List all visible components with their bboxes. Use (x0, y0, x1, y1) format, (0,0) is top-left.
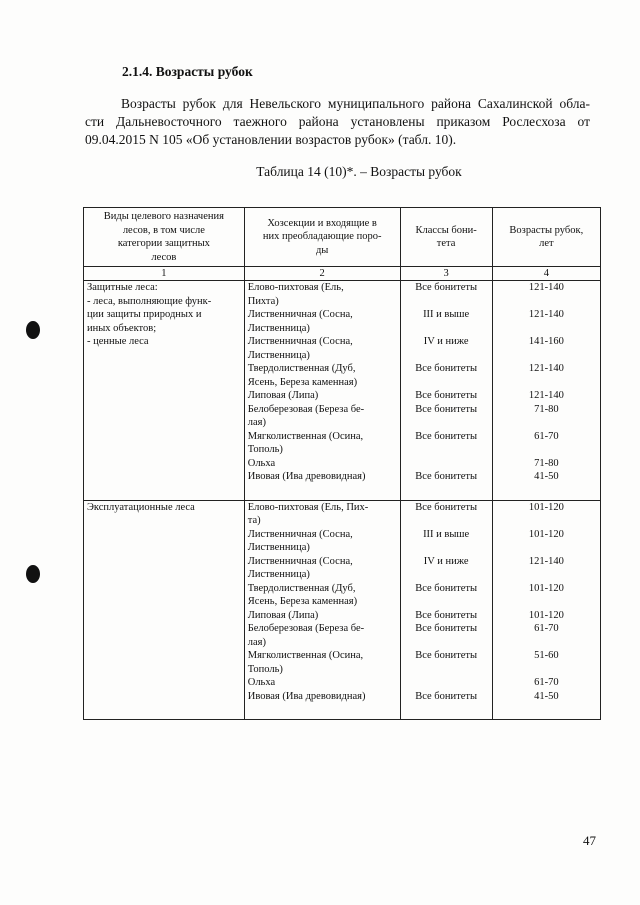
species-line: Твердолиственная (Дуб, (247, 363, 356, 374)
header-line: Классы бони- (415, 224, 477, 236)
row-spacer (245, 703, 400, 719)
ages-line (493, 416, 600, 430)
ages-line (493, 322, 600, 336)
column-number: 4 (492, 267, 600, 281)
ages-line: 101-120 (528, 582, 564, 594)
table-caption (0, 164, 640, 180)
row-spacer (245, 484, 400, 500)
header-line: лесов, в том числе (122, 224, 205, 236)
section-title: 2.1.4. Возрасты рубок (122, 64, 253, 79)
species-line: Лиственничная (Сосна, (247, 309, 353, 320)
table-header-row (84, 208, 601, 267)
intro-paragraph (85, 95, 590, 149)
ages-line: 51-60 (534, 650, 559, 661)
header-sections (244, 208, 400, 267)
ages-line (493, 636, 600, 650)
classes-line: Все бонитеты (415, 471, 478, 482)
classes-line (401, 663, 492, 677)
category-line (84, 568, 244, 582)
row-spacer (84, 703, 244, 719)
header-purpose (84, 208, 245, 267)
row-spacer (493, 703, 600, 719)
category-line: Эксплуатационные леса (87, 501, 195, 513)
row-spacer (401, 484, 492, 500)
intro-line: сти Дальневосточного таежного района установлены приказом Рослесхоза от (85, 114, 590, 129)
classes-line: Все бонитеты (415, 650, 478, 661)
classes-line: Все бонитеты (415, 690, 478, 702)
category-cell (84, 500, 245, 720)
category-line (84, 470, 244, 484)
species-line: Ясень, Береза каменная) (247, 376, 358, 388)
category-line: - леса, выполняющие функ- (87, 295, 212, 307)
category-line (84, 649, 244, 663)
column-number: 1 (84, 267, 245, 281)
classes-line (401, 676, 492, 690)
ages-line: 41-50 (534, 471, 559, 482)
category-line (84, 457, 244, 471)
classes-line (401, 514, 492, 528)
header-site-classes (400, 208, 492, 267)
category-line: - ценные леса (87, 336, 149, 347)
classes-line: Все бонитеты (415, 609, 478, 621)
category-line (84, 430, 244, 444)
header-line: категории защитных (117, 238, 210, 249)
table-row-protective (84, 281, 601, 501)
ages-line: 41-50 (534, 690, 559, 702)
header-line: Виды целевого назначения (103, 211, 224, 222)
ages-cell (492, 281, 600, 501)
table-row-exploitation (84, 500, 601, 720)
ages-line: 121-140 (528, 282, 564, 293)
category-line (84, 636, 244, 650)
ages-line: 61-70 (534, 430, 559, 442)
ages-line (493, 295, 600, 309)
classes-line: Все бонитеты (415, 363, 478, 374)
row-spacer (401, 703, 492, 719)
category-line (84, 541, 244, 555)
species-line: Ивовая (Ива древовидная) (247, 690, 366, 702)
category-line: ции защиты природных и (87, 309, 202, 320)
category-line (84, 595, 244, 609)
classes-line: III и выше (423, 309, 470, 320)
ages-line (493, 541, 600, 555)
category-line (84, 528, 244, 542)
classes-line (401, 295, 492, 309)
classes-cell (400, 281, 492, 501)
intro-line: 09.04.2015 N 105 «Об установлении возрастов рубок» (табл. 10). (85, 132, 457, 147)
intro-line: Возрасты рубок для Невельского муниципального района Сахалинской обла- (121, 96, 590, 111)
header-cutting-age (492, 208, 600, 267)
row-spacer (493, 484, 600, 500)
ages-cell (492, 500, 600, 720)
species-line: Липовая (Липа) (247, 390, 319, 401)
species-line: лая) (247, 636, 266, 648)
species-line: лая) (247, 417, 266, 428)
category-line (84, 690, 244, 704)
classes-line: Все бонитеты (415, 390, 478, 401)
species-line: Лиственничная (Сосна, (247, 528, 353, 540)
ages-line (493, 376, 600, 390)
header-line: лесов (151, 251, 177, 263)
species-line: Елово-пихтовая (Ель, (247, 282, 344, 293)
ages-line: 121-140 (528, 309, 564, 320)
ages-line: 101-120 (528, 609, 564, 621)
classes-line: Все бонитеты (415, 430, 478, 442)
species-cell (244, 281, 400, 501)
species-line: та) (247, 515, 261, 526)
header-line: лет (539, 238, 554, 249)
classes-line: Все бонитеты (415, 501, 478, 513)
classes-cell (400, 500, 492, 720)
header-line: Хозсекции и входящие в (267, 217, 377, 229)
ages-line (493, 663, 600, 677)
category-line (84, 582, 244, 596)
classes-line: Все бонитеты (415, 403, 478, 415)
species-line: Белоберезовая (Береза бе- (247, 623, 365, 634)
category-line (84, 389, 244, 403)
classes-line: IV и ниже (423, 336, 469, 347)
species-line: Мягколиственная (Осина, (247, 430, 364, 442)
category-line (84, 362, 244, 376)
species-cell (244, 500, 400, 720)
category-line (84, 403, 244, 417)
ages-line (493, 349, 600, 363)
ages-line: 121-140 (528, 363, 564, 374)
category-line (84, 376, 244, 390)
species-line: Лиственница) (247, 569, 310, 580)
classes-line: Все бонитеты (415, 623, 478, 634)
classes-line (401, 416, 492, 430)
species-line: Лиственница) (247, 542, 310, 553)
ages-line: 101-120 (528, 528, 564, 540)
species-line: Тополь) (247, 663, 283, 675)
species-line: Лиственничная (Сосна, (247, 336, 353, 347)
classes-line (401, 595, 492, 609)
table-caption-text: Таблица 14 (10)*. – Возрасты рубок (256, 164, 462, 179)
category-line (84, 416, 244, 430)
row-spacer (84, 484, 244, 500)
header-line: тета (436, 238, 456, 249)
ages-line (493, 514, 600, 528)
category-line: Защитные леса: (87, 282, 158, 293)
species-line: Ясень, Береза каменная) (247, 596, 358, 607)
ages-line: 71-80 (534, 403, 559, 415)
category-line (84, 349, 244, 363)
ages-line: 141-160 (528, 336, 564, 347)
species-line: Белоберезовая (Береза бе- (247, 403, 365, 415)
header-line: ды (315, 244, 329, 256)
classes-line (401, 443, 492, 457)
species-line: Пихта) (247, 295, 279, 307)
classes-line: Все бонитеты (415, 582, 478, 594)
binder-hole-bottom (26, 565, 40, 583)
ages-line: 61-70 (534, 677, 559, 688)
species-line: Лиственница) (247, 349, 310, 361)
classes-line: Все бонитеты (415, 282, 478, 293)
category-cell (84, 281, 245, 501)
species-line: Лиственница) (247, 322, 310, 334)
species-line: Твердолиственная (Дуб, (247, 582, 356, 594)
binder-hole-top (26, 321, 40, 339)
ages-line (493, 443, 600, 457)
ages-line: 71-80 (534, 457, 559, 469)
column-number: 3 (400, 267, 492, 281)
classes-line (401, 457, 492, 471)
classes-line (401, 322, 492, 336)
classes-line (401, 636, 492, 650)
category-line (84, 676, 244, 690)
ages-line (493, 595, 600, 609)
cutting-ages-table (83, 207, 601, 720)
ages-line: 61-70 (534, 623, 559, 634)
category-line (84, 443, 244, 457)
classes-line (401, 376, 492, 390)
category-line (84, 622, 244, 636)
page-number: 47 (583, 833, 596, 848)
category-line (84, 555, 244, 569)
species-line: Елово-пихтовая (Ель, Пих- (247, 501, 369, 513)
species-line: Ольха (247, 677, 276, 688)
category-line (84, 663, 244, 677)
category-line (84, 514, 244, 528)
species-line: Тополь) (247, 444, 283, 455)
classes-line (401, 541, 492, 555)
column-number: 2 (244, 267, 400, 281)
ages-line: 101-120 (528, 501, 564, 513)
header-line: Возрасты рубок, (509, 224, 584, 236)
ages-line: 121-140 (528, 390, 564, 401)
ages-line (493, 568, 600, 582)
species-line: Ольха (247, 457, 276, 469)
classes-line (401, 568, 492, 582)
species-line: Липовая (Липа) (247, 609, 319, 621)
classes-line: III и выше (423, 528, 470, 540)
species-line: Мягколиственная (Осина, (247, 650, 364, 661)
ages-line: 121-140 (528, 555, 564, 567)
species-line: Лиственничная (Сосна, (247, 555, 353, 567)
header-line: них преобладающие поро- (262, 231, 382, 243)
category-line: иных объектов; (87, 322, 157, 334)
category-line (84, 609, 244, 623)
classes-line (401, 349, 492, 363)
column-number-row (84, 267, 601, 281)
species-line: Ивовая (Ива древовидная) (247, 471, 366, 482)
classes-line: IV и ниже (423, 555, 469, 567)
